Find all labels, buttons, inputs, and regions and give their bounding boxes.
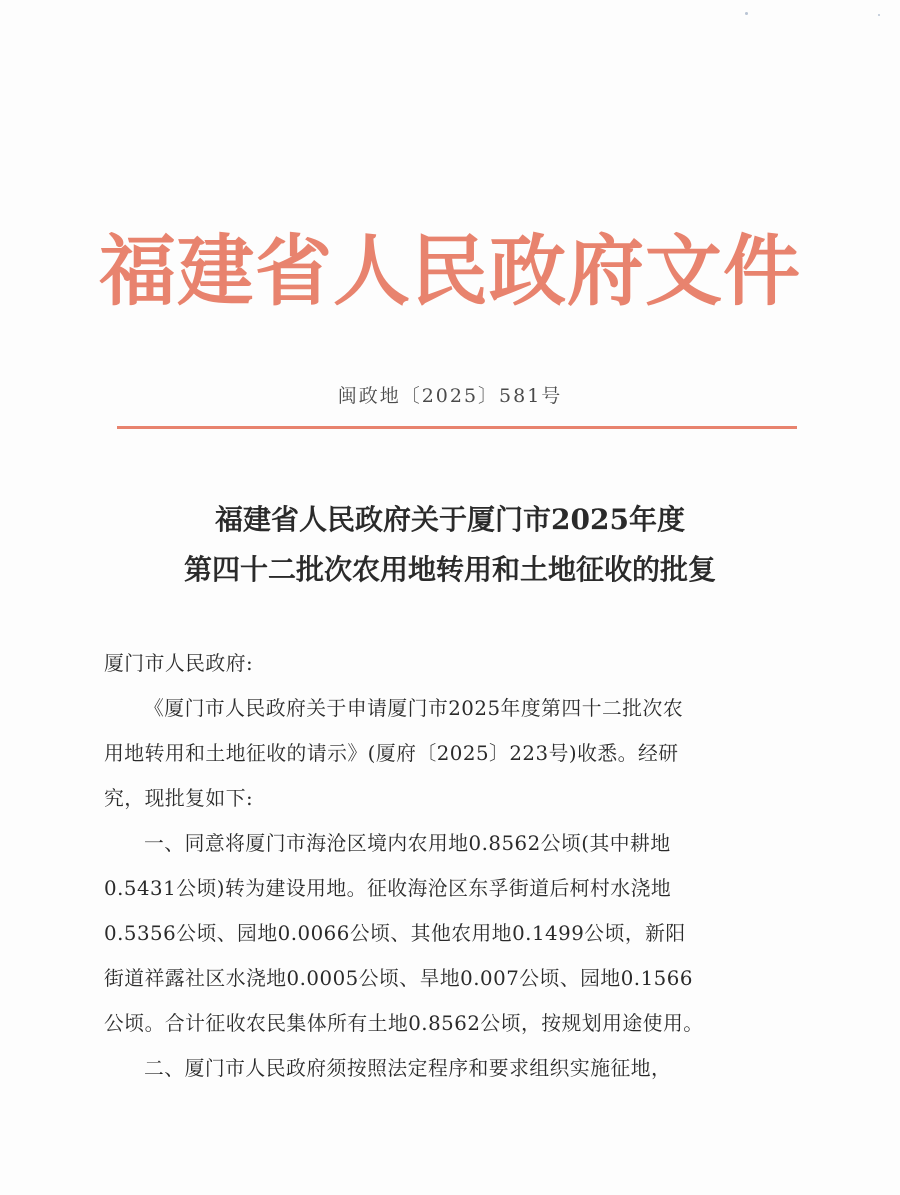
body-line: 用地转用和土地征收的请示》(厦府〔2025〕223号)收悉。经研 [104,742,679,765]
document-number: 闽政地〔2025〕581号 [337,385,563,407]
issuing-authority-title: 福建省人民政府文件 [99,227,801,317]
body-paragraphs [104,686,804,1091]
scan-speck [745,12,748,15]
scan-speck [878,14,880,16]
body-line: 0.5431公顷)转为建设用地。征收海沧区东孚街道后柯村水浇地 [104,877,672,900]
subject-line-1: 福建省人民政府关于厦门市2025年度 [215,503,685,536]
red-separator-rule [117,426,797,429]
body-line: 究，现批复如下: [104,787,254,810]
body-line: 一、同意将厦门市海沧区境内农用地0.8562公顷(其中耕地 [144,832,671,855]
body-line: 0.5356公顷、园地0.0066公顷、其他农用地0.1499公顷，新阳 [104,922,686,945]
body-line: 公顷。合计征收农民集体所有土地0.8562公顷，按规划用途使用。 [104,1012,704,1035]
body-line: 二、厦门市人民政府须按照法定程序和要求组织实施征地， [144,1057,672,1080]
body-line: 《厦门市人民政府关于申请厦门市2025年度第四十二批次农 [144,697,684,720]
body-line: 街道祥露社区水浇地0.0005公顷、旱地0.007公顷、园地0.1566 [104,967,693,990]
subject-line-2: 第四十二批次农用地转用和土地征收的批复 [183,553,716,586]
document-subject [0,495,900,595]
addressee: 厦门市人民政府: [104,652,254,675]
